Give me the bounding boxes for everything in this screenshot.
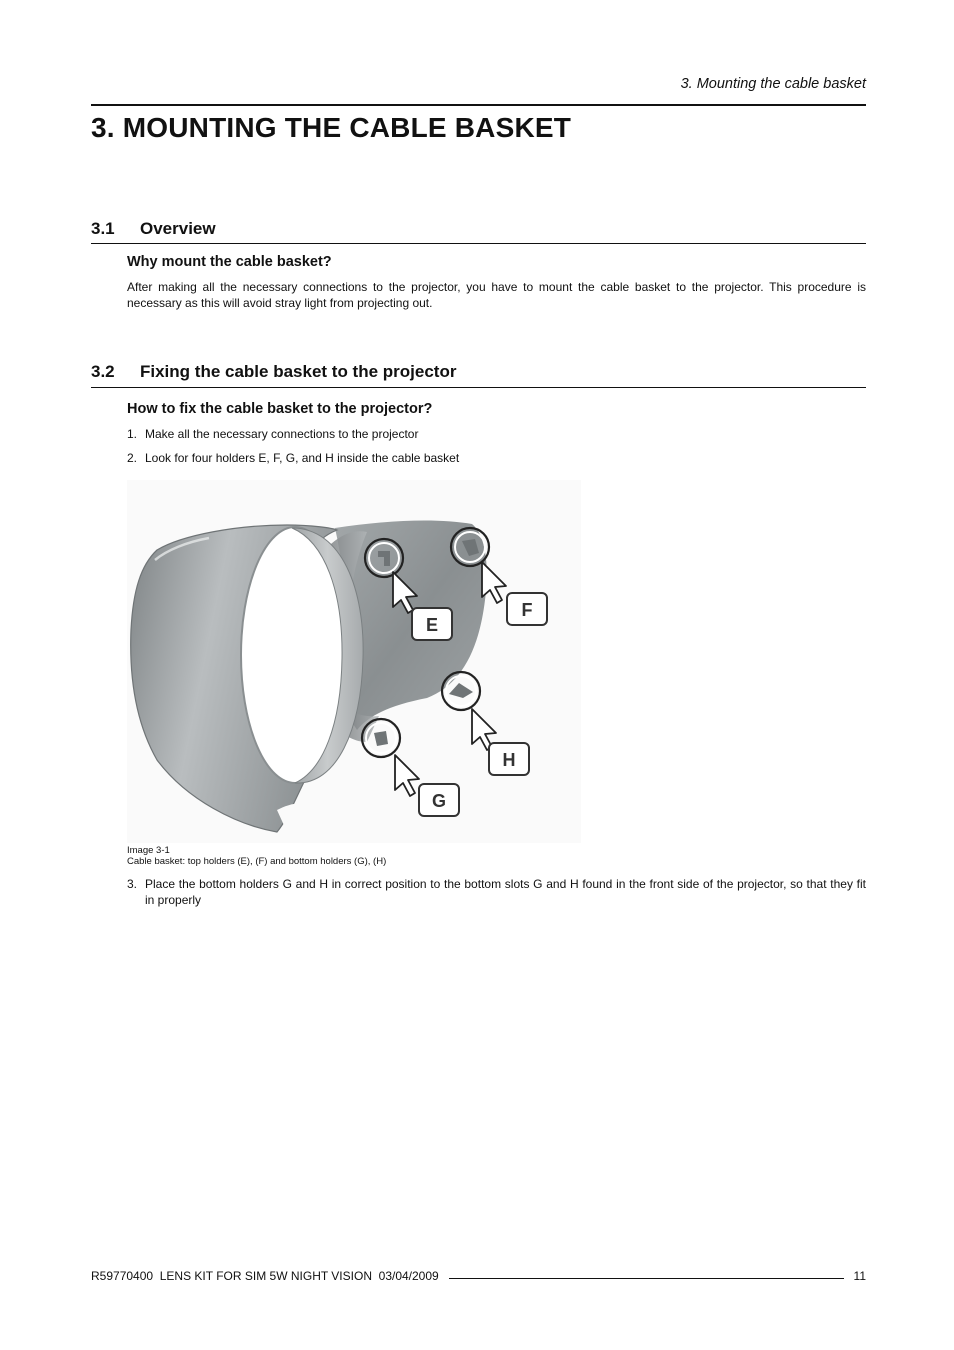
list-item [127,450,866,466]
holder-label-g: G [431,791,447,811]
subheading-why-mount: Why mount the cable basket? [127,254,332,270]
section-title-text: Overview [140,219,216,238]
holder-label-e: E [425,615,439,635]
caption-text: Cable basket: top holders (E), (F) and bottom holders (G), (H) [127,856,387,867]
step-number: 3. [127,877,138,891]
list-item [127,876,866,908]
overview-paragraph: After making all the necessary connections to the projector, you have to mount the cable basket to the projector. This procedure is necessary as this will avoid stray light from projecting out. [127,280,866,310]
cable-basket-figure [127,480,581,843]
caption-id: Image 3-1 [127,845,170,856]
section-rule [91,243,866,244]
page-footer [91,1269,866,1283]
section-number: 3.1 [91,219,115,238]
step-number: 1. [127,427,138,441]
section-title-fixing [91,362,456,382]
step-number: 2. [127,451,138,465]
section-title-overview [91,219,216,239]
running-header: 3. Mounting the cable basket [680,76,866,92]
header-rule [91,104,866,106]
footer-doc-info: R59770400 LENS KIT FOR SIM 5W NIGHT VISION 03/04/2009 [91,1269,439,1283]
chapter-title: 3. MOUNTING THE CABLE BASKET [91,112,572,143]
section-title-text: Fixing the cable basket to the projector [140,362,457,381]
step-text: Make all the necessary connections to the projector [145,427,419,441]
step-text: Place the bottom holders G and H in correct position to the bottom slots G and H found in the front side of the projector, so that they fit in properly [145,877,866,907]
section-rule [91,387,866,388]
list-item [127,426,866,442]
subheading-how-to-fix: How to fix the cable basket to the projector? [127,401,433,417]
holder-label-f: F [521,600,533,620]
page-number: 11 [853,1269,866,1283]
step-text: Look for four holders E, F, G, and H inside the cable basket [145,451,460,465]
holder-label-h: H [502,750,516,770]
footer-rule [449,1278,844,1279]
section-number: 3.2 [91,362,115,381]
figure-caption [127,845,386,867]
